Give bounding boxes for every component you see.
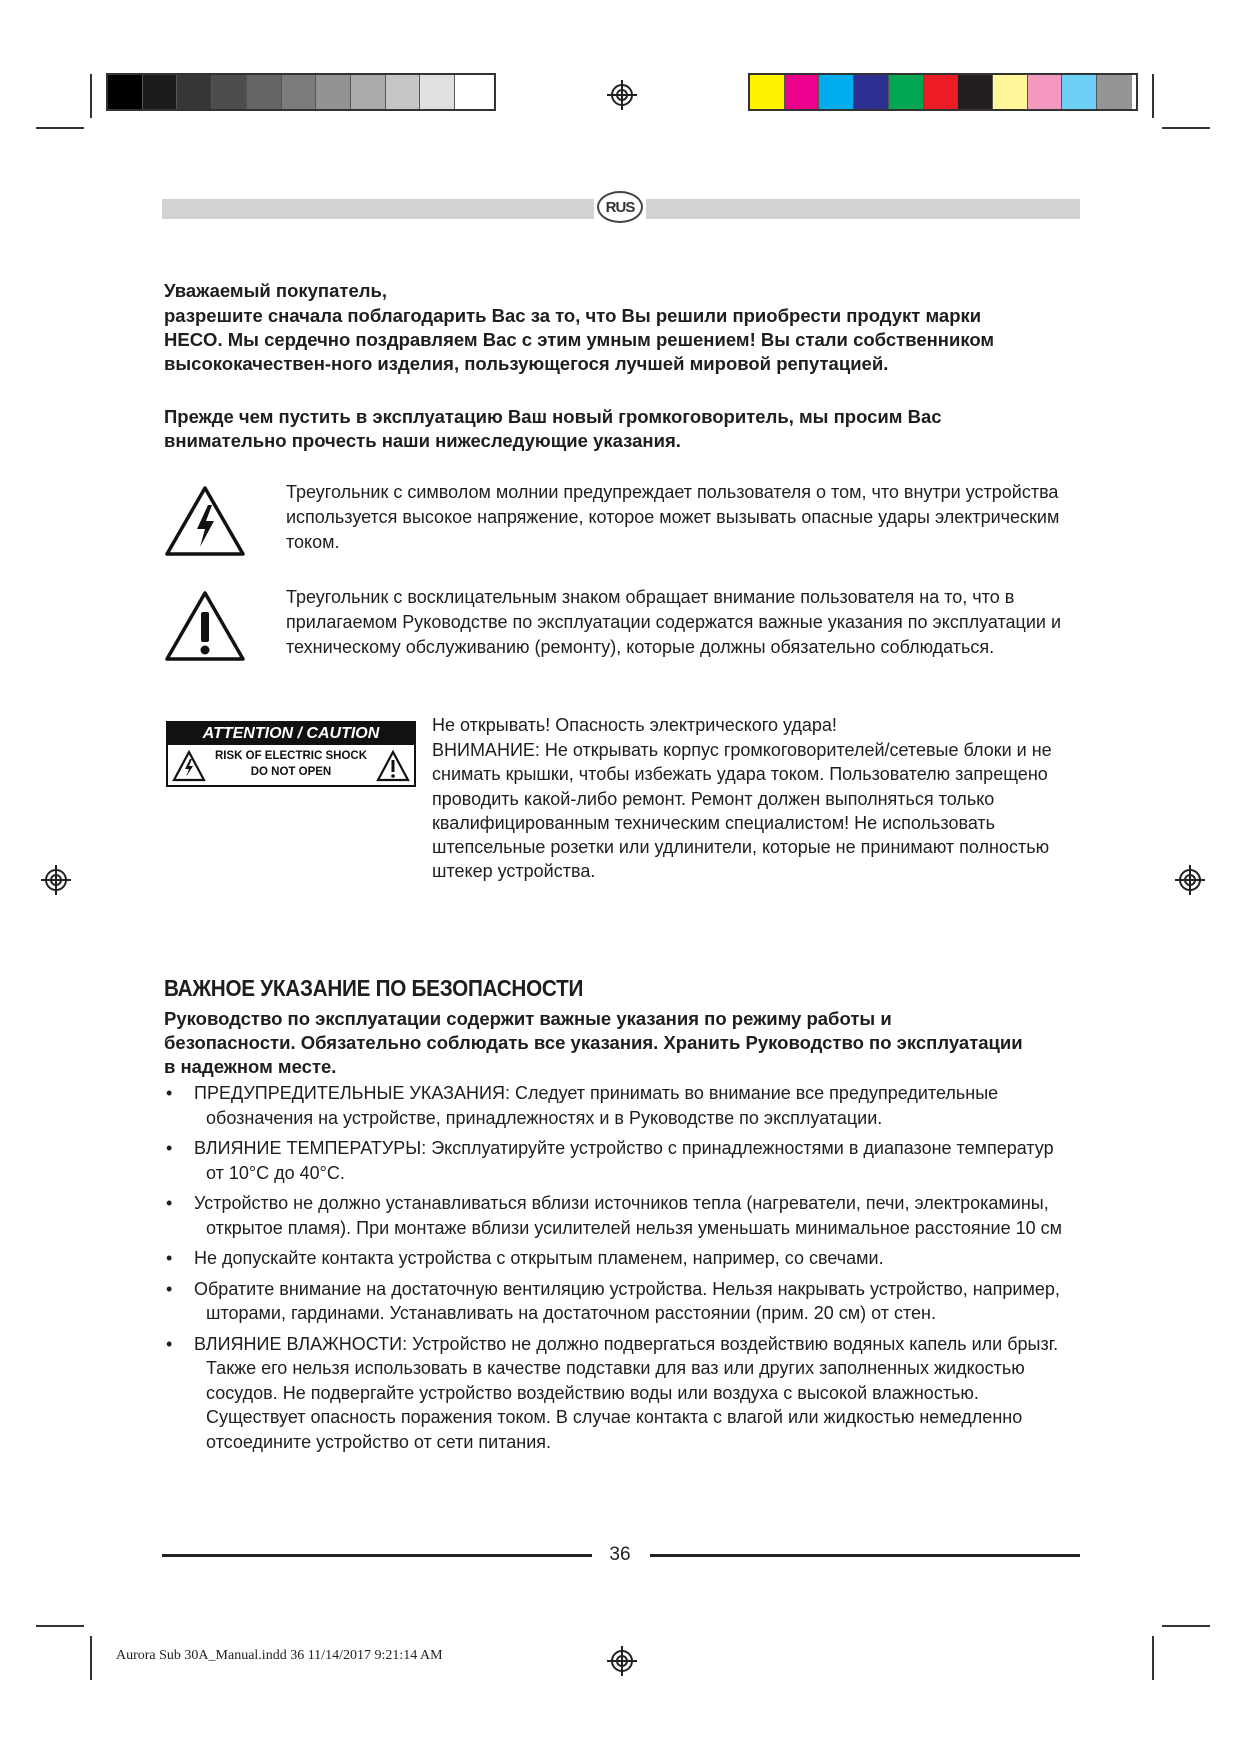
bullet-text: ВЛИЯНИЕ ВЛАЖНОСТИ: Устройство не должно подвергаться воздействию водяных капель или брызг. Также его нельзя использовать в качестве подставки для ваз или других заполненных жидкостью сосудов. Не подвергайте устройство воздействию воды или воздуха с высокой влажностью. Существует опасность поражения током. В случае контакта с влагой или жидкостью немедленно отсоедините устройство от сети питания. — [194, 1333, 1059, 1452]
bullet-dot: • — [166, 1193, 173, 1213]
list-item — [164, 1081, 1064, 1130]
exclamation-warning-icon — [164, 590, 246, 662]
exclamation-warning-text: Треугольник с восклицательным знаком обращает внимание пользователя на то, что в прилагаемом Руководстве по эксплуатации содержатся важные указания по эксплуатации и техническому обслуживанию (ремонту), которые должны обязательно соблюдаться. — [286, 587, 1062, 657]
footer-rule-left — [162, 1554, 592, 1557]
color-swatch — [750, 75, 785, 109]
color-swatch — [212, 75, 247, 109]
color-swatch — [854, 75, 889, 109]
color-swatch — [1028, 75, 1063, 109]
exclamation-warning-icon — [376, 750, 410, 782]
registration-mark-icon — [607, 80, 637, 110]
color-swatch — [1062, 75, 1097, 109]
color-swatch — [247, 75, 282, 109]
print-slug: Aurora Sub 30A_Manual.indd 36 11/14/2017 9:21:14 AM — [116, 1648, 443, 1663]
color-swatch — [177, 75, 212, 109]
list-item — [164, 1277, 1064, 1326]
caution-label-title: ATTENTION / CAUTION — [168, 723, 414, 745]
color-swatch — [924, 75, 959, 109]
color-swatch — [386, 75, 421, 109]
footer-rule-right — [650, 1554, 1080, 1557]
registration-mark-icon — [1175, 865, 1205, 895]
color-swatch — [455, 75, 490, 109]
crop-mark-bottom-left-v — [90, 1636, 92, 1680]
registration-mark-icon — [41, 865, 71, 895]
crop-mark-bottom-left-h — [36, 1625, 84, 1627]
lightning-warning-text: Треугольник с символом молнии предупреждает пользователя о том, что внутри устройства используется высокое напряжение, которое может вызывать опасные удары электрическим током. — [286, 482, 1060, 552]
crop-mark-top-left-v — [90, 74, 92, 118]
intro-paragraph-1: разрешите сначала поблагодарить Вас за то, что Вы решили приобрести продукт марки HECO. Мы сердечно поздравляем Вас с этим умным решением! Вы стали собственником высококачествен-ного изделия, пользующегося лучшей мировой репутацией. — [164, 305, 995, 374]
crop-mark-top-right-v — [1152, 74, 1154, 118]
color-swatch — [993, 75, 1028, 109]
bullet-dot: • — [166, 1138, 173, 1158]
bullet-text: ВЛИЯНИЕ ТЕМПЕРАТУРЫ: Эксплуатируйте устройство с принадлежностями в диапазоне температур от 10°C до 40°C. — [194, 1138, 1054, 1183]
color-swatch — [819, 75, 854, 109]
bullet-text: Устройство не должно устанавливаться вблизи источников тепла (нагреватели, печи, электрокамины, открытое пламя). При монтаже вблизи усилителей нельзя уменьшать минимальное расстояние 10 см — [194, 1193, 1063, 1238]
color-swatch — [351, 75, 386, 109]
list-item — [164, 1246, 1064, 1271]
intro-paragraph-2: Прежде чем пустить в эксплуатацию Ваш новый громкоговоритель, мы просим Вас внимательно прочесть наши нижеследующие указания. — [164, 406, 942, 451]
bullet-dot: • — [166, 1278, 173, 1299]
bullet-text: ПРЕДУПРЕДИТЕЛЬНЫЕ УКАЗАНИЯ: Следует принимать во внимание все предупредительные обозначения на устройстве, принадлежностях и в Руководстве по эксплуатации. — [194, 1083, 999, 1128]
language-badge: RUS — [597, 191, 643, 223]
color-swatch — [1097, 75, 1132, 109]
safety-intro: Руководство по эксплуатации содержит важные указания по режиму работы и безопасности. Обязательно соблюдать все указания. Хранить Руководство по эксплуатации в надежном месте. — [164, 1008, 1023, 1077]
caution-label — [166, 721, 416, 787]
caution-label-line-2: DO NOT OPEN — [250, 766, 332, 778]
color-swatch — [282, 75, 317, 109]
crop-mark-top-left-h — [36, 127, 84, 129]
color-swatch — [785, 75, 820, 109]
color-swatch — [143, 75, 178, 109]
process-color-bar — [748, 73, 1138, 111]
safety-bullet-list — [164, 1081, 1064, 1460]
list-item — [164, 1332, 1064, 1455]
bullet-dot: • — [166, 1248, 173, 1268]
list-item — [164, 1191, 1064, 1240]
list-item — [164, 1136, 1064, 1185]
bullet-dot: • — [166, 1083, 173, 1103]
safety-heading: ВАЖНОЕ УКАЗАНИЕ ПО БЕЗОПАСНОСТИ — [164, 975, 584, 1001]
grayscale-color-bar — [106, 73, 496, 111]
bullet-text: Обратите внимание на достаточную вентиляцию устройства. Нельзя накрывать устройство, например, шторами, гардинами. Устанавливать на достаточном расстоянии (прим. 20 см) от стен. — [194, 1278, 1060, 1323]
lightning-warning-icon — [164, 485, 246, 557]
color-swatch — [420, 75, 455, 109]
color-swatch — [958, 75, 993, 109]
header-band-right — [646, 199, 1080, 219]
color-swatch — [108, 75, 143, 109]
page-number: 36 — [609, 1544, 631, 1565]
greeting: Уважаемый покупатель, — [164, 280, 387, 301]
crop-mark-top-right-h — [1162, 127, 1210, 129]
header-band-left — [162, 199, 594, 219]
bullet-text: Не допускайте контакта устройства с открытым пламенем, например, со свечами. — [194, 1248, 884, 1268]
color-swatch — [316, 75, 351, 109]
caution-text: ВНИМАНИЕ: Не открывать корпус громкоговорителей/сетевые блоки и не снимать крышки, чтобы избежать удара током. Пользователю запрещено проводить какой-либо ремонт. Ремонт должен выполняться только квалифицированным техническим специалистом! Не использовать штепсельные розетки или удлинители, которые не принимают полностью штекер устройства. — [432, 740, 1052, 882]
color-swatch — [889, 75, 924, 109]
bullet-dot: • — [166, 1333, 173, 1354]
crop-mark-bottom-right-v — [1152, 1636, 1154, 1680]
crop-mark-bottom-right-h — [1162, 1625, 1210, 1627]
caution-lead-text: Не открывать! Опасность электрического удара! — [432, 715, 837, 735]
registration-mark-icon — [607, 1646, 637, 1676]
caution-label-line-1: RISK OF ELECTRIC SHOCK — [214, 750, 368, 762]
